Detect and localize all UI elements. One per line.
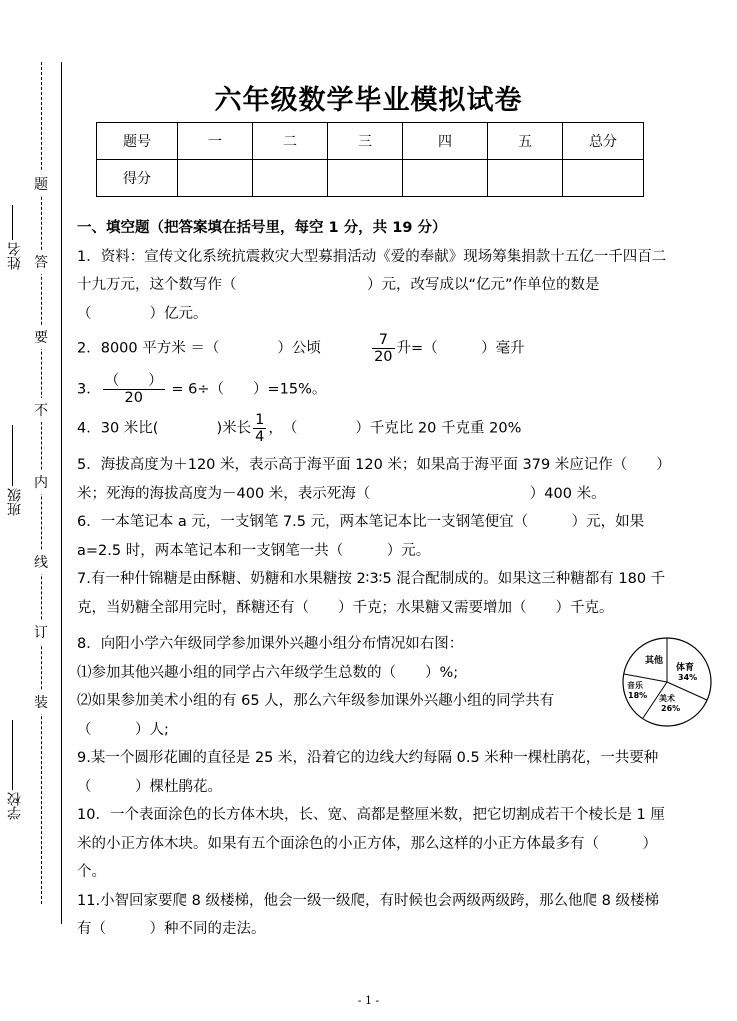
seal-char: 题 bbox=[34, 172, 48, 196]
question-3-suffix: = 6÷（ ）=15%。 bbox=[166, 381, 327, 398]
seal-char: 要 bbox=[34, 325, 48, 349]
pie-value-sports: 34% bbox=[678, 673, 698, 682]
question-8-part-1: ⑴参加其他兴趣小组的同学占六年级学生总数的（ ）%; bbox=[77, 664, 459, 681]
score-table-score-row bbox=[97, 160, 644, 197]
class-field-label: 班级 bbox=[7, 488, 23, 516]
pie-value-art: 26% bbox=[661, 704, 681, 713]
interest-group-pie-chart bbox=[621, 636, 713, 728]
question-3-prefix: 3． bbox=[77, 381, 101, 398]
fraction bbox=[372, 332, 394, 365]
column-header: 五 bbox=[488, 123, 563, 160]
seal-char: 答 bbox=[34, 250, 48, 274]
question-2-part-b: 升=（ ）毫升 bbox=[396, 340, 525, 357]
exam-content bbox=[77, 214, 667, 944]
column-header: 三 bbox=[328, 123, 403, 160]
question-4-part-b: ， （ ）千克比 20 千克重 20% bbox=[268, 420, 522, 437]
score-cell[interactable] bbox=[328, 160, 403, 197]
school-field-label: 学校 bbox=[7, 792, 23, 820]
fraction-numerator: （ ） bbox=[104, 373, 163, 389]
question-8-part-2: ⑵如果参加美术小组的有 65 人，那么六年级参加课外兴趣小组的同学共有（ ）人; bbox=[77, 693, 555, 738]
section-heading: 一、填空题（把答案填在括号里，每空 1 分，共 19 分） bbox=[77, 220, 447, 236]
score-cell[interactable] bbox=[563, 160, 644, 197]
pie-label-music: 音乐 bbox=[627, 681, 643, 690]
name-field-label: 姓名 bbox=[7, 242, 23, 270]
fraction bbox=[103, 373, 165, 406]
score-cell[interactable] bbox=[403, 160, 488, 197]
score-cell[interactable] bbox=[488, 160, 563, 197]
fraction-denominator: 20 bbox=[124, 390, 143, 406]
question-2-part-a: 2．8000 平方米 ＝（ ）公顷 bbox=[77, 340, 321, 357]
score-cell[interactable] bbox=[253, 160, 328, 197]
score-table-header-row bbox=[97, 123, 644, 160]
seal-char: 不 bbox=[34, 398, 48, 422]
column-header: 总分 bbox=[563, 123, 644, 160]
fraction-denominator: 20 bbox=[374, 349, 393, 365]
score-cell[interactable] bbox=[178, 160, 253, 197]
fraction bbox=[253, 412, 266, 445]
class-blank-line bbox=[12, 425, 13, 495]
fraction-numerator: 1 bbox=[255, 412, 265, 428]
question-8: 8．向阳小学六年级同学参加课外兴趣小组分布情况如右图： bbox=[77, 636, 464, 652]
column-header: 二 bbox=[253, 123, 328, 160]
question-4-part-a: 4．30 米比( )米长 bbox=[77, 420, 252, 437]
seal-char: 内 bbox=[34, 470, 48, 494]
question-7: 7.有一种什锦糖是由酥糖、奶糖和水果糖按 2∶3∶5 混合配制成的。如果这三种糖都有 180 千克，当奶糖全部用完时，酥糖还有（ ）千克；水果糖又需要增加（ ）千克。 bbox=[77, 571, 666, 616]
seal-char: 订 bbox=[34, 620, 48, 644]
row-header: 得分 bbox=[97, 160, 178, 197]
pie-value-music: 18% bbox=[628, 691, 648, 700]
question-1: 1．资料：宣传文化系统抗震救灾大型募捐活动《爱的奉献》现场筹集捐款十五亿一千四百二十九万元，这个数写作（ ）元，改写成以“亿元”作单位的数是（ ）亿元。 bbox=[77, 248, 667, 322]
question-2 bbox=[77, 332, 667, 365]
row-header: 题号 bbox=[97, 123, 178, 160]
question-9: 9.某一个圆形花圃的直径是 25 米，沿着它的边线大约每隔 0.5 米种一棵杜鹃花，一共要种（ ）棵杜鹃花。 bbox=[77, 750, 659, 795]
seal-char: 线 bbox=[34, 550, 48, 574]
binding-margin bbox=[0, 0, 70, 1021]
margin-border-line bbox=[61, 62, 62, 924]
fraction-numerator: 7 bbox=[372, 332, 394, 349]
question-10: 10．一个表面涂色的长方体木块，长、宽、高都是整厘米数，把它切割成若干个棱长是 1 厘米的小正方体木块。如果有五个面涂色的小正方体，那么这样的小正方体最多有（ ）个。 bbox=[77, 807, 665, 880]
seal-char: 装 bbox=[34, 690, 48, 714]
fraction-denominator: 4 bbox=[255, 429, 265, 445]
question-5: 5．海拔高度为＋120 米，表示高于海平面 120 米；如果高于海平面 379 米应记作（ ）米；死海的海拔高度为－400 米，表示死海（ ）400 米。 bbox=[77, 457, 664, 502]
column-header: 一 bbox=[178, 123, 253, 160]
question-6: 6．一本笔记本 a 元，一支钢笔 7.5 元，两本笔记本比一支钢笔便宜（ ）元，如果 a=2.5 时，两本笔记本和一支钢笔一共（ ）元。 bbox=[77, 514, 645, 559]
pie-label-other: 其他 bbox=[645, 656, 664, 666]
pie-label-sports: 体育 bbox=[676, 663, 695, 673]
score-table bbox=[96, 122, 644, 197]
question-3 bbox=[77, 373, 667, 406]
school-blank-line bbox=[12, 720, 13, 790]
page-title: 六年级数学毕业模拟试卷 bbox=[214, 85, 523, 116]
question-4 bbox=[77, 412, 667, 445]
column-header: 四 bbox=[403, 123, 488, 160]
page-number: - 1 - bbox=[357, 994, 380, 1007]
pie-label-art: 美术 bbox=[659, 694, 675, 703]
question-11: 11.小智回家要爬 8 级楼梯，他会一级一级爬，有时候也会两级两级跨，那么他爬 8 级楼梯有（ ）种不同的走法。 bbox=[77, 892, 659, 937]
